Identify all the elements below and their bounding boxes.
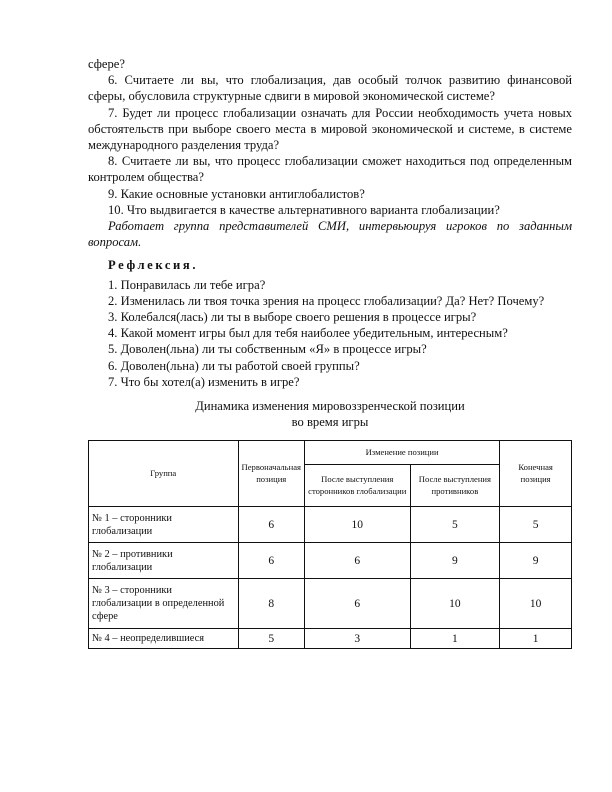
table-title — [88, 398, 572, 430]
cell-initial: 8 — [238, 579, 304, 629]
cell-group: № 4 – неопределившиеся — [89, 629, 239, 649]
header-group: Группа — [89, 441, 239, 507]
question-7: 7. Будет ли процесс глобализации означать для России необходимость учета новых обстоятельств при выборе своего места в мировой экономической и системе, в системе международного разделения труда? — [88, 105, 572, 153]
reflection-item: 2. Изменилась ли твоя точка зрения на процесс глобализации? Да? Нет? Почему? — [108, 293, 545, 308]
table-row — [89, 629, 572, 649]
table-title-line2: во время игры — [291, 415, 369, 430]
cell-after-pro: 6 — [304, 579, 410, 629]
header-after-contra: После выступления противников — [410, 465, 500, 507]
cell-initial: 6 — [238, 543, 304, 579]
header-final: Конечная позиция — [500, 441, 572, 507]
cell-initial: 6 — [238, 507, 304, 543]
media-group-note: Работает группа представителей СМИ, интервьюируя игроков по заданным вопросам. — [88, 219, 572, 250]
table-row — [89, 579, 572, 629]
cell-after-contra: 9 — [410, 543, 500, 579]
header-after-pro: После выступления сторонников глобализации — [304, 465, 410, 507]
table-row — [89, 543, 572, 579]
cell-after-pro: 6 — [304, 543, 410, 579]
cell-final: 10 — [500, 579, 572, 629]
cell-after-pro: 3 — [304, 629, 410, 649]
cell-final: 9 — [500, 543, 572, 579]
header-initial: Первоначальная позиция — [238, 441, 304, 507]
reflection-heading: Рефлексия. — [108, 258, 199, 273]
cell-after-contra: 10 — [410, 579, 500, 629]
cell-group: № 1 – сторонники глобализации — [89, 507, 239, 543]
reflection-item: 7. Что бы хотел(а) изменить в игре? — [108, 374, 300, 389]
reflection-item: 5. Доволен(льна) ли ты собственным «Я» в процессе игры? — [108, 342, 427, 357]
document-page — [88, 56, 572, 649]
reflection-item: 4. Какой момент игры был для тебя наиболее убедительным, интересным? — [108, 326, 508, 341]
table-title-line1: Динамика изменения мировоззренческой позиции — [195, 399, 465, 414]
cell-group: № 3 – сторонники глобализации в определенной сфере — [89, 579, 239, 629]
table-header-row — [89, 441, 572, 465]
header-change: Изменение позиции — [304, 441, 499, 465]
question-8: 8. Считаете ли вы, что процесс глобализации сможет находиться под определенным контролем общества? — [88, 154, 572, 185]
question-9: 9. Какие основные установки антиглобалистов? — [108, 186, 365, 201]
cell-after-pro: 10 — [304, 507, 410, 543]
cell-final: 5 — [500, 507, 572, 543]
reflection-item: 6. Доволен(льна) ли ты работой своей группы? — [108, 358, 360, 373]
reflection-item: 1. Понравилась ли тебе игра? — [108, 277, 266, 292]
table-row — [89, 507, 572, 543]
cell-after-contra: 5 — [410, 507, 500, 543]
cell-after-contra: 1 — [410, 629, 500, 649]
question-6: 6. Считаете ли вы, что глобализация, дав особый толчок развитию финансовой сферы, обусловила структурные сдвиги в мировой экономической системе? — [88, 73, 572, 104]
question-10: 10. Что выдвигается в качестве альтернативного варианта глобализации? — [108, 202, 500, 217]
cell-initial: 5 — [238, 629, 304, 649]
position-dynamics-table — [88, 440, 572, 649]
cell-final: 1 — [500, 629, 572, 649]
reflection-item: 3. Колебался(лась) ли ты в выборе своего решения в процессе игры? — [108, 310, 477, 325]
cell-group: № 2 – противники глобализации — [89, 543, 239, 579]
paragraph-continuation: сфере? — [88, 57, 125, 71]
